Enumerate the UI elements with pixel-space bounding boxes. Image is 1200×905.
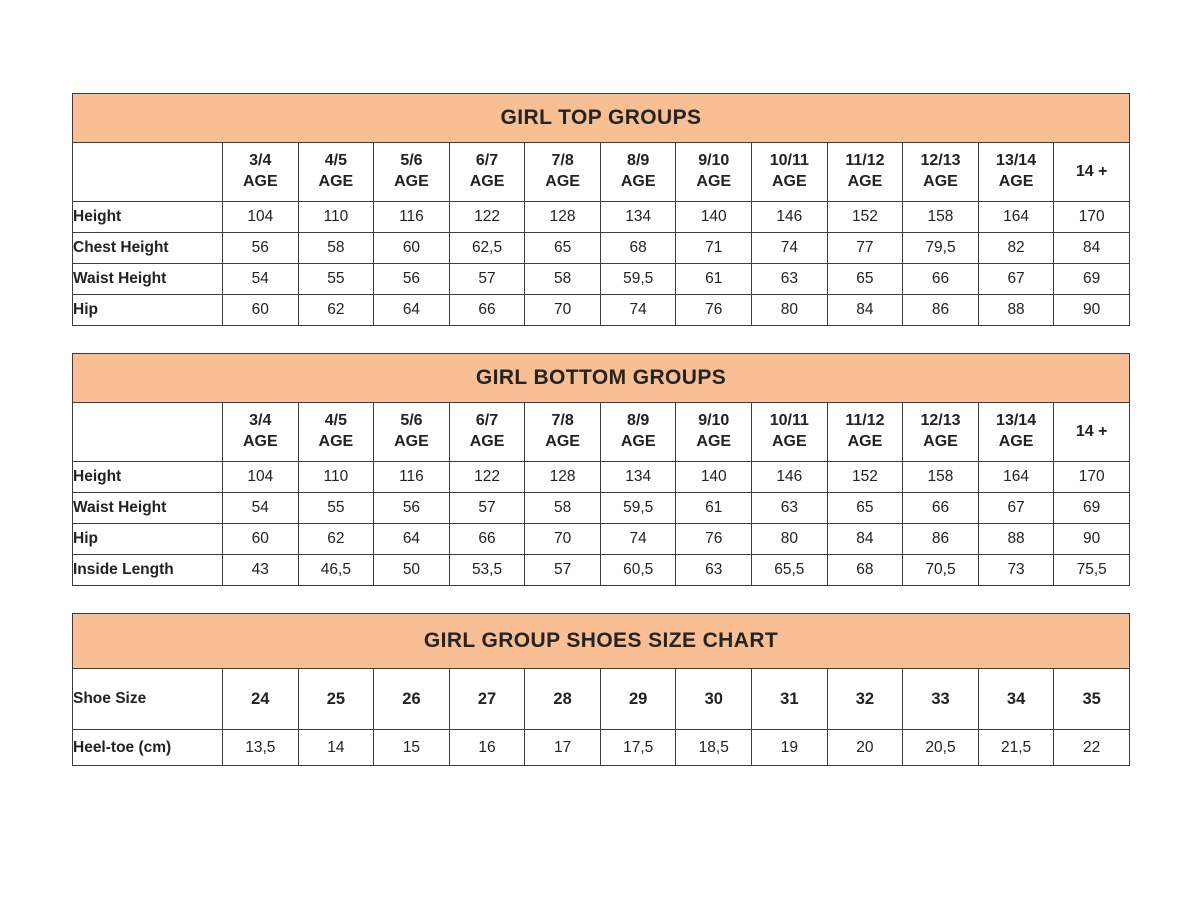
- age-column-header: [978, 143, 1054, 202]
- age-unit-text: AGE: [696, 433, 732, 450]
- value-cell: 58: [298, 233, 374, 264]
- value-cell: 164: [978, 462, 1054, 493]
- value-cell: 29: [600, 669, 676, 730]
- value-cell: 25: [298, 669, 374, 730]
- value-cell: 16: [449, 730, 525, 766]
- age-range-text: 7/8: [551, 152, 574, 170]
- value-cell: 13,5: [223, 730, 299, 766]
- value-cell: 170: [1054, 462, 1130, 493]
- age-range-text: 12/13: [920, 412, 961, 430]
- table-girl-top-groups: [72, 93, 1130, 326]
- value-cell: 116: [374, 202, 450, 233]
- age-unit-text: AGE: [998, 433, 1034, 450]
- age-unit-text: AGE: [772, 173, 807, 190]
- age-column-header: [449, 403, 525, 462]
- age-unit-text: AGE: [620, 433, 656, 450]
- value-cell: 35: [1054, 669, 1130, 730]
- value-cell: 86: [903, 524, 979, 555]
- value-cell: 79,5: [903, 233, 979, 264]
- row-label: Waist Height: [73, 493, 223, 524]
- value-cell: 30: [676, 669, 752, 730]
- value-cell: 90: [1054, 295, 1130, 326]
- table-girl-group-shoes-size-chart: [72, 613, 1130, 766]
- value-cell: 75,5: [1054, 555, 1130, 586]
- value-cell: 53,5: [449, 555, 525, 586]
- value-cell: 66: [449, 524, 525, 555]
- value-cell: 70: [525, 524, 601, 555]
- value-cell: 67: [978, 264, 1054, 295]
- value-cell: 80: [752, 295, 828, 326]
- value-cell: 61: [676, 493, 752, 524]
- value-cell: 68: [827, 555, 903, 586]
- age-range-text: 3/4: [249, 152, 272, 170]
- age-column-header: [600, 403, 676, 462]
- age-range-text: 13/14: [996, 152, 1037, 170]
- age-unit-text: AGE: [696, 173, 732, 190]
- age-unit-text: AGE: [242, 433, 278, 450]
- value-cell: 134: [600, 462, 676, 493]
- value-cell: 50: [374, 555, 450, 586]
- age-column-header: [676, 403, 752, 462]
- value-cell: 58: [525, 493, 601, 524]
- value-cell: 63: [676, 555, 752, 586]
- row-label: Height: [73, 462, 223, 493]
- age-column-header: [827, 403, 903, 462]
- value-cell: 64: [374, 524, 450, 555]
- value-cell: 134: [600, 202, 676, 233]
- age-unit-text: AGE: [545, 433, 580, 450]
- age-unit-text: AGE: [545, 173, 580, 190]
- age-unit-text: AGE: [318, 173, 354, 190]
- value-cell: 57: [449, 493, 525, 524]
- blank-corner-cell: [73, 403, 223, 462]
- row-label: Hip: [73, 524, 223, 555]
- age-range-text: 5/6: [400, 152, 423, 170]
- value-cell: 46,5: [298, 555, 374, 586]
- value-cell: 74: [600, 295, 676, 326]
- value-cell: 28: [525, 669, 601, 730]
- value-cell: 17: [525, 730, 601, 766]
- value-cell: 62: [298, 295, 374, 326]
- age-unit-text: AGE: [998, 173, 1034, 190]
- value-cell: 27: [449, 669, 525, 730]
- age-unit-text: AGE: [469, 433, 505, 450]
- value-cell: 18,5: [676, 730, 752, 766]
- value-cell: 164: [978, 202, 1054, 233]
- value-cell: 60: [223, 524, 299, 555]
- value-cell: 66: [903, 493, 979, 524]
- value-cell: 158: [903, 202, 979, 233]
- age-column-header: [903, 143, 979, 202]
- value-cell: 84: [827, 524, 903, 555]
- girl-top-groups-title: GIRL TOP GROUPS: [73, 94, 1130, 143]
- value-cell: 57: [525, 555, 601, 586]
- value-cell: 146: [752, 202, 828, 233]
- age-range-text: 12/13: [920, 152, 961, 170]
- value-cell: 68: [600, 233, 676, 264]
- value-cell: 63: [752, 264, 828, 295]
- value-cell: 84: [827, 295, 903, 326]
- value-cell: 71: [676, 233, 752, 264]
- age-unit-text: AGE: [772, 433, 807, 450]
- age-unit-text: AGE: [242, 173, 278, 190]
- age-column-header: [903, 403, 979, 462]
- value-cell: 55: [298, 264, 374, 295]
- age-column-header: [978, 403, 1054, 462]
- value-cell: 20,5: [903, 730, 979, 766]
- value-cell: 66: [903, 264, 979, 295]
- age-column-header: [298, 403, 374, 462]
- age-column-header: [374, 143, 450, 202]
- value-cell: 61: [676, 264, 752, 295]
- value-cell: 88: [978, 524, 1054, 555]
- value-cell: 128: [525, 462, 601, 493]
- value-cell: 158: [903, 462, 979, 493]
- age-range-text: 9/10: [698, 412, 730, 430]
- value-cell: 116: [374, 462, 450, 493]
- value-cell: 65: [525, 233, 601, 264]
- age-range-text: 6/7: [475, 412, 499, 430]
- age-unit-text: AGE: [923, 173, 958, 190]
- girl-bottom-groups-title: GIRL BOTTOM GROUPS: [73, 354, 1130, 403]
- value-cell: 55: [298, 493, 374, 524]
- value-cell: 22: [1054, 730, 1130, 766]
- age-unit-text: AGE: [620, 173, 656, 190]
- row-label: Inside Length: [73, 555, 223, 586]
- row-label: Shoe Size: [73, 669, 223, 730]
- age-unit-text: AGE: [318, 433, 354, 450]
- value-cell: 69: [1054, 493, 1130, 524]
- age-column-header: [752, 403, 828, 462]
- value-cell: 62,5: [449, 233, 525, 264]
- age-range-text: 8/9: [627, 412, 650, 430]
- value-cell: 63: [752, 493, 828, 524]
- value-cell: 54: [223, 264, 299, 295]
- girl-group-shoes-size-chart-title: GIRL GROUP SHOES SIZE CHART: [73, 614, 1130, 669]
- age-column-header: [223, 403, 299, 462]
- value-cell: 70: [525, 295, 601, 326]
- value-cell: 86: [903, 295, 979, 326]
- value-cell: 74: [752, 233, 828, 264]
- age-column-header: [1054, 143, 1130, 202]
- age-range-text: 14 +: [1075, 422, 1108, 440]
- value-cell: 19: [752, 730, 828, 766]
- value-cell: 67: [978, 493, 1054, 524]
- value-cell: 140: [676, 202, 752, 233]
- value-cell: 56: [374, 493, 450, 524]
- table-girl-bottom-groups: [72, 353, 1130, 586]
- age-column-header: [752, 143, 828, 202]
- age-range-text: 14 +: [1075, 162, 1108, 180]
- value-cell: 43: [223, 555, 299, 586]
- value-cell: 128: [525, 202, 601, 233]
- value-cell: 88: [978, 295, 1054, 326]
- value-cell: 82: [978, 233, 1054, 264]
- value-cell: 59,5: [600, 493, 676, 524]
- value-cell: 57: [449, 264, 525, 295]
- value-cell: 60: [223, 295, 299, 326]
- value-cell: 74: [600, 524, 676, 555]
- value-cell: 69: [1054, 264, 1130, 295]
- value-cell: 65: [827, 264, 903, 295]
- value-cell: 146: [752, 462, 828, 493]
- age-range-text: 5/6: [400, 412, 423, 430]
- value-cell: 122: [449, 202, 525, 233]
- size-charts-container: [72, 93, 1130, 793]
- age-range-text: 11/12: [845, 152, 885, 170]
- value-cell: 122: [449, 462, 525, 493]
- value-cell: 104: [223, 462, 299, 493]
- value-cell: 70,5: [903, 555, 979, 586]
- value-cell: 14: [298, 730, 374, 766]
- age-range-text: 11/12: [845, 412, 885, 430]
- value-cell: 65,5: [752, 555, 828, 586]
- value-cell: 20: [827, 730, 903, 766]
- age-range-text: 3/4: [249, 412, 272, 430]
- age-column-header: [676, 143, 752, 202]
- value-cell: 110: [298, 462, 374, 493]
- row-label: Height: [73, 202, 223, 233]
- value-cell: 21,5: [978, 730, 1054, 766]
- value-cell: 54: [223, 493, 299, 524]
- value-cell: 73: [978, 555, 1054, 586]
- age-column-header: [525, 143, 601, 202]
- value-cell: 170: [1054, 202, 1130, 233]
- blank-corner-cell: [73, 143, 223, 202]
- value-cell: 152: [827, 202, 903, 233]
- value-cell: 64: [374, 295, 450, 326]
- age-unit-text: AGE: [847, 173, 883, 190]
- value-cell: 56: [374, 264, 450, 295]
- age-range-text: 10/11: [769, 412, 809, 430]
- age-range-text: 8/9: [627, 152, 650, 170]
- value-cell: 80: [752, 524, 828, 555]
- age-column-header: [223, 143, 299, 202]
- age-column-header: [374, 403, 450, 462]
- age-unit-text: AGE: [394, 173, 429, 190]
- age-range-text: 4/5: [324, 152, 347, 170]
- row-label: Chest Height: [73, 233, 223, 264]
- value-cell: 60,5: [600, 555, 676, 586]
- age-column-header: [1054, 403, 1130, 462]
- value-cell: 17,5: [600, 730, 676, 766]
- value-cell: 34: [978, 669, 1054, 730]
- value-cell: 65: [827, 493, 903, 524]
- age-unit-text: AGE: [469, 173, 505, 190]
- value-cell: 110: [298, 202, 374, 233]
- value-cell: 31: [752, 669, 828, 730]
- value-cell: 58: [525, 264, 601, 295]
- age-column-header: [827, 143, 903, 202]
- age-unit-text: AGE: [847, 433, 883, 450]
- value-cell: 26: [374, 669, 450, 730]
- age-unit-text: AGE: [923, 433, 958, 450]
- value-cell: 152: [827, 462, 903, 493]
- value-cell: 24: [223, 669, 299, 730]
- age-range-text: 7/8: [551, 412, 574, 430]
- age-range-text: 10/11: [769, 152, 809, 170]
- age-range-text: 9/10: [698, 152, 730, 170]
- value-cell: 140: [676, 462, 752, 493]
- value-cell: 33: [903, 669, 979, 730]
- value-cell: 76: [676, 295, 752, 326]
- value-cell: 60: [374, 233, 450, 264]
- age-range-text: 13/14: [996, 412, 1037, 430]
- value-cell: 32: [827, 669, 903, 730]
- age-column-header: [600, 143, 676, 202]
- age-column-header: [449, 143, 525, 202]
- value-cell: 66: [449, 295, 525, 326]
- row-label: Heel-toe (cm): [73, 730, 223, 766]
- row-label: Waist Height: [73, 264, 223, 295]
- value-cell: 76: [676, 524, 752, 555]
- value-cell: 104: [223, 202, 299, 233]
- value-cell: 62: [298, 524, 374, 555]
- age-range-text: 4/5: [324, 412, 347, 430]
- age-column-header: [298, 143, 374, 202]
- age-range-text: 6/7: [475, 152, 499, 170]
- age-unit-text: AGE: [394, 433, 429, 450]
- value-cell: 56: [223, 233, 299, 264]
- value-cell: 15: [374, 730, 450, 766]
- value-cell: 84: [1054, 233, 1130, 264]
- row-label: Hip: [73, 295, 223, 326]
- value-cell: 77: [827, 233, 903, 264]
- value-cell: 59,5: [600, 264, 676, 295]
- value-cell: 90: [1054, 524, 1130, 555]
- age-column-header: [525, 403, 601, 462]
